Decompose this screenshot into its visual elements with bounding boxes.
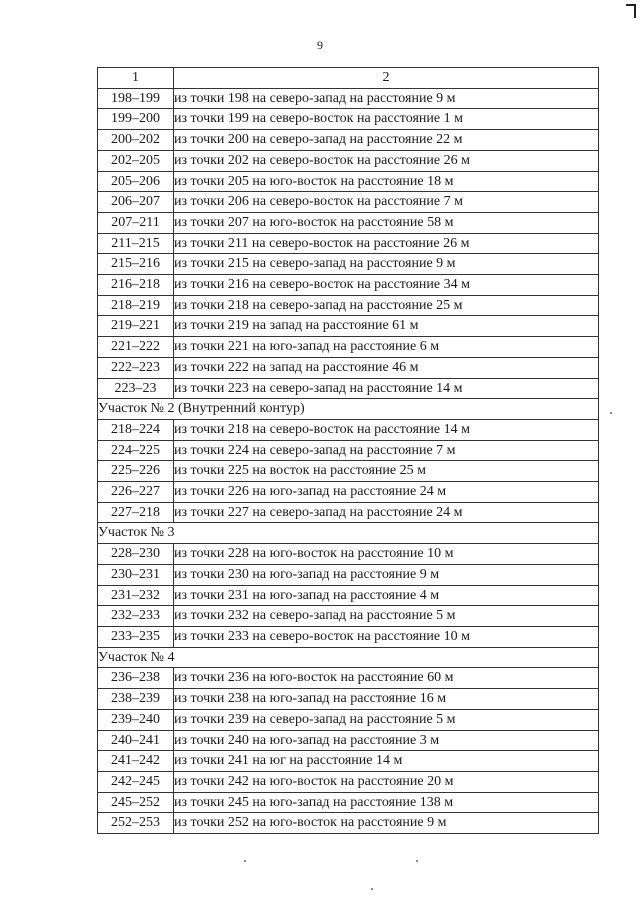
segment-range: 218–219 <box>98 295 174 316</box>
segment-description: из точки 221 на юго-запад на расстояние 6 м <box>174 337 599 358</box>
segment-range: 236–238 <box>98 668 174 689</box>
segment-range: 206–207 <box>98 192 174 213</box>
section-title: Участок № 3 <box>98 523 599 544</box>
segment-description: из точки 228 на юго-восток на расстояние 10 м <box>174 544 599 565</box>
segment-description: из точки 225 на восток на расстояние 25 м <box>174 461 599 482</box>
segment-description: из точки 223 на северо-запад на расстояние 14 м <box>174 378 599 399</box>
corner-crop-mark <box>626 4 636 18</box>
table-row <box>98 419 599 440</box>
segment-range: 205–206 <box>98 171 174 192</box>
segment-description: из точки 232 на северо-запад на расстояние 5 м <box>174 606 599 627</box>
segment-range: 216–218 <box>98 275 174 296</box>
table-row <box>98 771 599 792</box>
table-row <box>98 88 599 109</box>
segment-description: из точки 238 на юго-запад на расстояние 16 м <box>174 689 599 710</box>
segment-description: из точки 211 на северо-восток на расстояние 26 м <box>174 233 599 254</box>
segment-range: 242–245 <box>98 771 174 792</box>
segment-range: 232–233 <box>98 606 174 627</box>
table-row <box>98 585 599 606</box>
table-row <box>98 792 599 813</box>
segment-description: из точки 219 на запад на расстояние 61 м <box>174 316 599 337</box>
section-title: Участок № 4 <box>98 647 599 668</box>
segment-range: 207–211 <box>98 212 174 233</box>
segment-description: из точки 240 на юго-запад на расстояние 3 м <box>174 730 599 751</box>
segment-range: 233–235 <box>98 626 174 647</box>
table-row <box>98 337 599 358</box>
segment-range: 241–242 <box>98 751 174 772</box>
segment-description: из точки 215 на северо-запад на расстояние 9 м <box>174 254 599 275</box>
scan-speck <box>416 860 418 862</box>
segment-range: 219–221 <box>98 316 174 337</box>
table-header-row <box>98 68 599 89</box>
corner-crop-mark-vertical <box>634 4 636 18</box>
segment-description: из точки 218 на северо-запад на расстояние 25 м <box>174 295 599 316</box>
segment-description: из точки 245 на юго-запад на расстояние 138 м <box>174 792 599 813</box>
segment-range: 228–230 <box>98 544 174 565</box>
segment-description: из точки 241 на юг на расстояние 14 м <box>174 751 599 772</box>
table-row <box>98 316 599 337</box>
segment-description: из точки 200 на северо-запад на расстояние 22 м <box>174 130 599 151</box>
segment-description: из точки 198 на северо-запад на расстояние 9 м <box>174 88 599 109</box>
table-row <box>98 668 599 689</box>
segment-range: 202–205 <box>98 150 174 171</box>
section-header-row <box>98 523 599 544</box>
column-header-2: 2 <box>174 68 599 89</box>
segment-description: из точки 206 на северо-восток на расстояние 7 м <box>174 192 599 213</box>
segment-range: 227–218 <box>98 502 174 523</box>
segment-description: из точки 236 на юго-восток на расстояние 60 м <box>174 668 599 689</box>
segment-range: 231–232 <box>98 585 174 606</box>
table-row <box>98 461 599 482</box>
section-header-row <box>98 647 599 668</box>
scan-speck <box>371 888 373 890</box>
table-row <box>98 150 599 171</box>
segment-range: 215–216 <box>98 254 174 275</box>
column-header-1: 1 <box>98 68 174 89</box>
segment-description: из точки 218 на северо-восток на расстояние 14 м <box>174 419 599 440</box>
segment-range: 245–252 <box>98 792 174 813</box>
table-row <box>98 233 599 254</box>
segment-description: из точки 202 на северо-восток на расстояние 26 м <box>174 150 599 171</box>
segment-description: из точки 199 на северо-восток на расстояние 1 м <box>174 109 599 130</box>
table-row <box>98 502 599 523</box>
table-row <box>98 689 599 710</box>
section-title: Участок № 2 (Внутренний контур) <box>98 399 599 420</box>
table-row <box>98 295 599 316</box>
segment-range: 225–226 <box>98 461 174 482</box>
scan-speck <box>610 412 612 414</box>
segment-range: 238–239 <box>98 689 174 710</box>
table-row <box>98 482 599 503</box>
table-row <box>98 730 599 751</box>
segment-range: 222–223 <box>98 357 174 378</box>
segment-range: 200–202 <box>98 130 174 151</box>
table-row <box>98 626 599 647</box>
segment-description: из точки 226 на юго-запад на расстояние 24 м <box>174 482 599 503</box>
table-row <box>98 606 599 627</box>
table-row <box>98 440 599 461</box>
segment-range: 211–215 <box>98 233 174 254</box>
boundary-description-table <box>97 67 599 834</box>
segment-range: 226–227 <box>98 482 174 503</box>
table-row <box>98 130 599 151</box>
segment-range: 199–200 <box>98 109 174 130</box>
table-row <box>98 378 599 399</box>
segment-range: 240–241 <box>98 730 174 751</box>
segment-range: 252–253 <box>98 813 174 834</box>
segment-range: 221–222 <box>98 337 174 358</box>
segment-range: 218–224 <box>98 419 174 440</box>
table-row <box>98 192 599 213</box>
segment-description: из точки 231 на юго-запад на расстояние 4 м <box>174 585 599 606</box>
table-row <box>98 254 599 275</box>
segment-description: из точки 230 на юго-запад на расстояние 9 м <box>174 564 599 585</box>
segment-description: из точки 207 на юго-восток на расстояние 58 м <box>174 212 599 233</box>
segment-description: из точки 224 на северо-запад на расстояние 7 м <box>174 440 599 461</box>
table-row <box>98 709 599 730</box>
segment-description: из точки 242 на юго-восток на расстояние 20 м <box>174 771 599 792</box>
table-row <box>98 357 599 378</box>
table-row <box>98 544 599 565</box>
table-row <box>98 275 599 296</box>
table-row <box>98 109 599 130</box>
section-header-row <box>98 399 599 420</box>
segment-description: из точки 233 на северо-восток на расстояние 10 м <box>174 626 599 647</box>
segment-range: 198–199 <box>98 88 174 109</box>
segment-range: 230–231 <box>98 564 174 585</box>
table-body <box>98 88 599 833</box>
segment-description: из точки 239 на северо-запад на расстояние 5 м <box>174 709 599 730</box>
table-row <box>98 212 599 233</box>
page-number: 9 <box>317 38 323 52</box>
segment-range: 224–225 <box>98 440 174 461</box>
segment-description: из точки 227 на северо-запад на расстояние 24 м <box>174 502 599 523</box>
segment-description: из точки 205 на юго-восток на расстояние 18 м <box>174 171 599 192</box>
table-row <box>98 171 599 192</box>
table-row <box>98 813 599 834</box>
segment-description: из точки 252 на юго-восток на расстояние 9 м <box>174 813 599 834</box>
table-row <box>98 751 599 772</box>
segment-range: 239–240 <box>98 709 174 730</box>
segment-description: из точки 216 на северо-восток на расстояние 34 м <box>174 275 599 296</box>
segment-range: 223–23 <box>98 378 174 399</box>
scan-speck <box>244 860 246 862</box>
segment-description: из точки 222 на запад на расстояние 46 м <box>174 357 599 378</box>
table-row <box>98 564 599 585</box>
